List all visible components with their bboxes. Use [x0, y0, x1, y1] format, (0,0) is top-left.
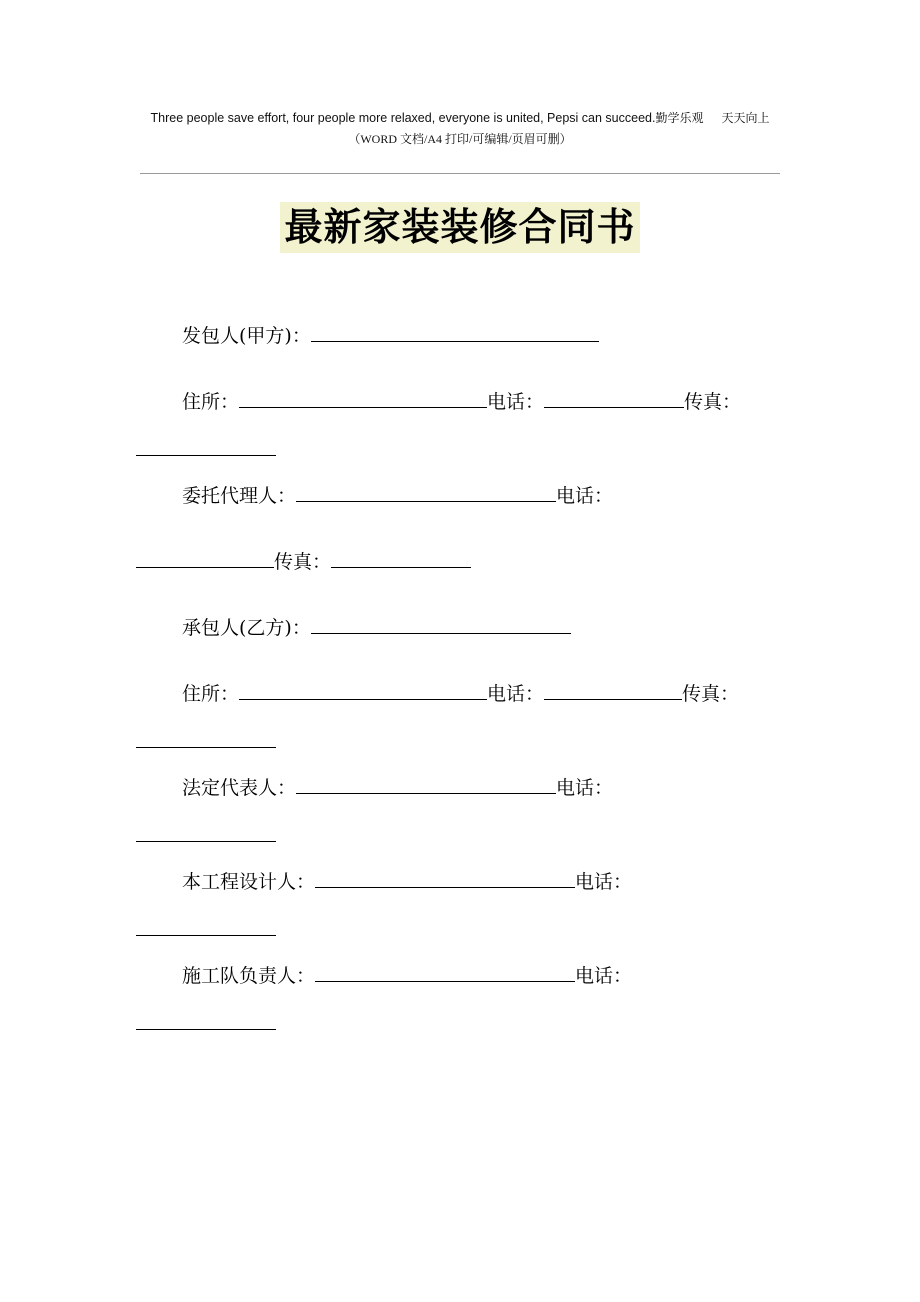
header-motto-cn-b: 天天向上 [721, 111, 770, 125]
page-header [140, 108, 780, 149]
party-b-fax-input[interactable] [136, 746, 276, 748]
foreman-phone-input[interactable] [136, 1028, 276, 1030]
agent-phone-label: 电话： [556, 485, 614, 507]
page-title [0, 196, 920, 251]
field-row-party-b [136, 602, 796, 654]
field-row-party-a [136, 310, 796, 362]
agent-fax-label: 传真： [274, 551, 332, 573]
address-label: 住所： [182, 391, 240, 413]
party-b-label: 承包人(乙方)： [182, 617, 311, 639]
field-row-legal-rep [136, 762, 796, 842]
header-note-line: （WORD 文档/A4 打印/可编辑/页眉可删） [348, 132, 572, 146]
party-b-input[interactable] [311, 612, 571, 634]
party-b-phone-input[interactable] [544, 678, 682, 700]
party-a-fax-input[interactable] [136, 454, 276, 456]
field-row-party-b-address [136, 668, 796, 748]
party-b-phone-label: 电话： [487, 683, 545, 705]
field-row-designer [136, 856, 796, 936]
party-b-fax-label: 传真： [682, 683, 740, 705]
party-a-address-input[interactable] [239, 386, 487, 408]
legal-rep-label: 法定代表人： [182, 777, 297, 799]
party-b-address-input[interactable] [239, 678, 487, 700]
legal-rep-input[interactable] [296, 772, 556, 794]
designer-phone-label: 电话： [575, 871, 633, 893]
party-a-phone-input[interactable] [544, 386, 684, 408]
contract-fields [136, 310, 796, 1044]
header-divider [140, 173, 780, 174]
field-row-foreman [136, 950, 796, 1030]
agent-fax-input[interactable] [331, 546, 471, 568]
header-motto-en: Three people save effort, four people more relaxed, everyone is united, Pepsi can succeed. [150, 111, 656, 125]
legal-rep-phone-label: 电话： [556, 777, 614, 799]
party-b-address-label: 住所： [182, 683, 240, 705]
phone-label: 电话： [487, 391, 545, 413]
fax-label: 传真： [684, 391, 742, 413]
field-row-agent-contact [136, 536, 796, 588]
designer-phone-input[interactable] [136, 934, 276, 936]
party-a-input[interactable] [311, 320, 599, 342]
designer-input[interactable] [315, 866, 575, 888]
field-row-agent [136, 470, 796, 522]
foreman-input[interactable] [315, 960, 575, 982]
designer-label: 本工程设计人： [182, 871, 316, 893]
header-motto-line [140, 108, 780, 128]
agent-phone-input[interactable] [136, 546, 274, 568]
agent-label: 委托代理人： [182, 485, 297, 507]
foreman-label: 施工队负责人： [182, 965, 316, 987]
field-row-party-a-address [136, 376, 796, 456]
foreman-phone-label: 电话： [575, 965, 633, 987]
legal-rep-phone-input[interactable] [136, 840, 276, 842]
agent-input[interactable] [296, 480, 556, 502]
page-title-text: 最新家装装修合同书 [280, 202, 639, 253]
header-motto-cn-a: 勤学乐观 [655, 111, 704, 125]
party-a-label: 发包人(甲方)： [182, 325, 311, 347]
